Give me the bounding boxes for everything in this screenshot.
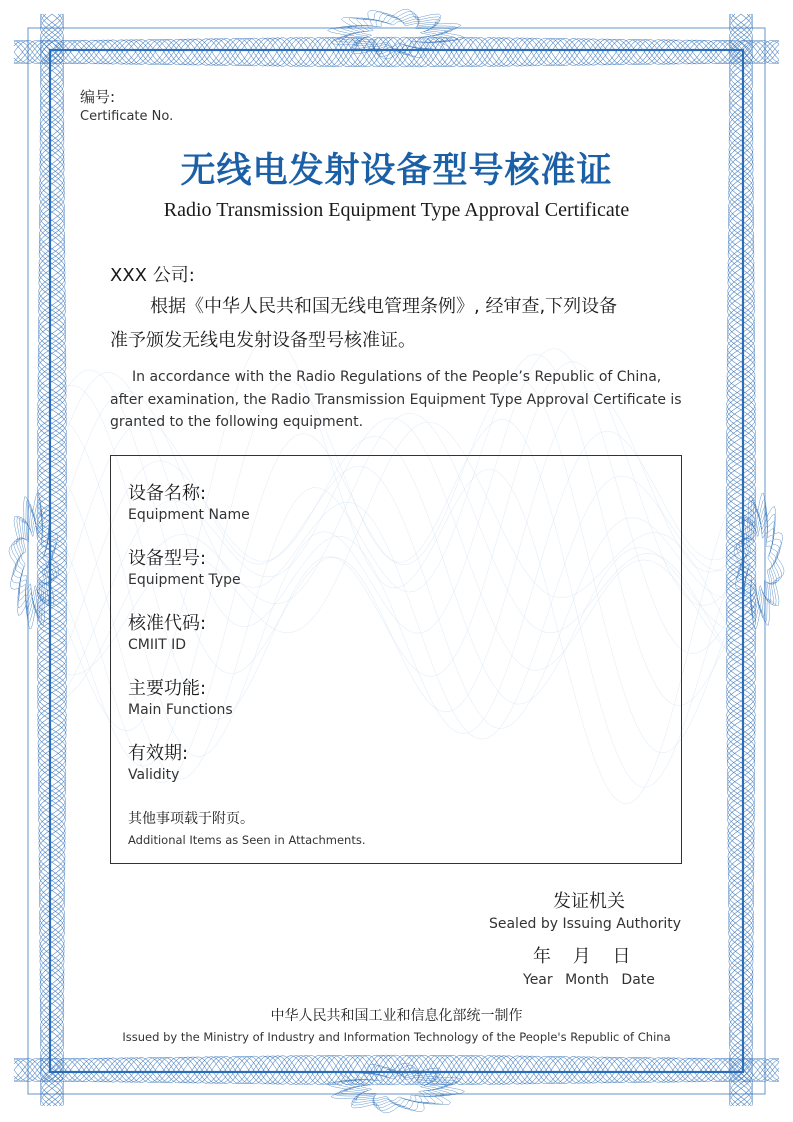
field-equipment-name-label-en: Equipment Name [128,507,250,523]
field-cmiit-id-label: 核准代码: [128,613,207,634]
footer-issuer: 中华人民共和国工业和信息化部统一制作 [270,1008,523,1024]
attachment-note-en: Additional Items as Seen in Attachments. [128,833,366,847]
issue-date-en: Year Month Date [523,972,655,988]
issue-date: 年 月 日 [533,946,631,967]
certificate-title: 无线电发射设备型号核准证 [180,150,613,191]
issuing-authority: 发证机关 [553,891,625,912]
equipment-info-box [110,455,682,864]
certificate-title-en: Radio Transmission Equipment Type Approval Certificate [163,199,630,221]
field-main-functions-label-en: Main Functions [128,702,233,718]
issuing-authority-en: Sealed by Issuing Authority [488,916,681,932]
field-validity-label: 有效期: [128,743,189,764]
attachment-note: 其他事项载于附页。 [128,811,254,827]
field-cmiit-id-label-en: CMIIT ID [128,637,187,653]
field-main-functions-label: 主要功能: [128,678,207,699]
addressee: XXX 公司: [110,265,195,286]
body-text-en: In accordance with the Radio Regulations of the People’s Republic of China, after examination, the Radio Transmission Equipment Type Approval Certificate is granted to the following equipment. [110,369,682,430]
certificate-no-label-en: Certificate No. [80,109,174,124]
body-text-cn-line1: 根据《中华人民共和国无线电管理条例》, 经审查,下列设备 [150,296,618,317]
field-equipment-type-label-en: Equipment Type [128,572,241,588]
field-equipment-type-label: 设备型号: [128,548,207,569]
field-equipment-name-label: 设备名称: [128,483,207,504]
field-validity-label-en: Validity [128,767,180,783]
footer-issuer-en: Issued by the Ministry of Industry and Information Technology of the People's Republic of China [122,1030,671,1044]
body-text-cn-line2: 准予颁发无线电发射设备型号核准证。 [110,330,416,351]
certificate-no-label: 编号: [80,88,116,106]
